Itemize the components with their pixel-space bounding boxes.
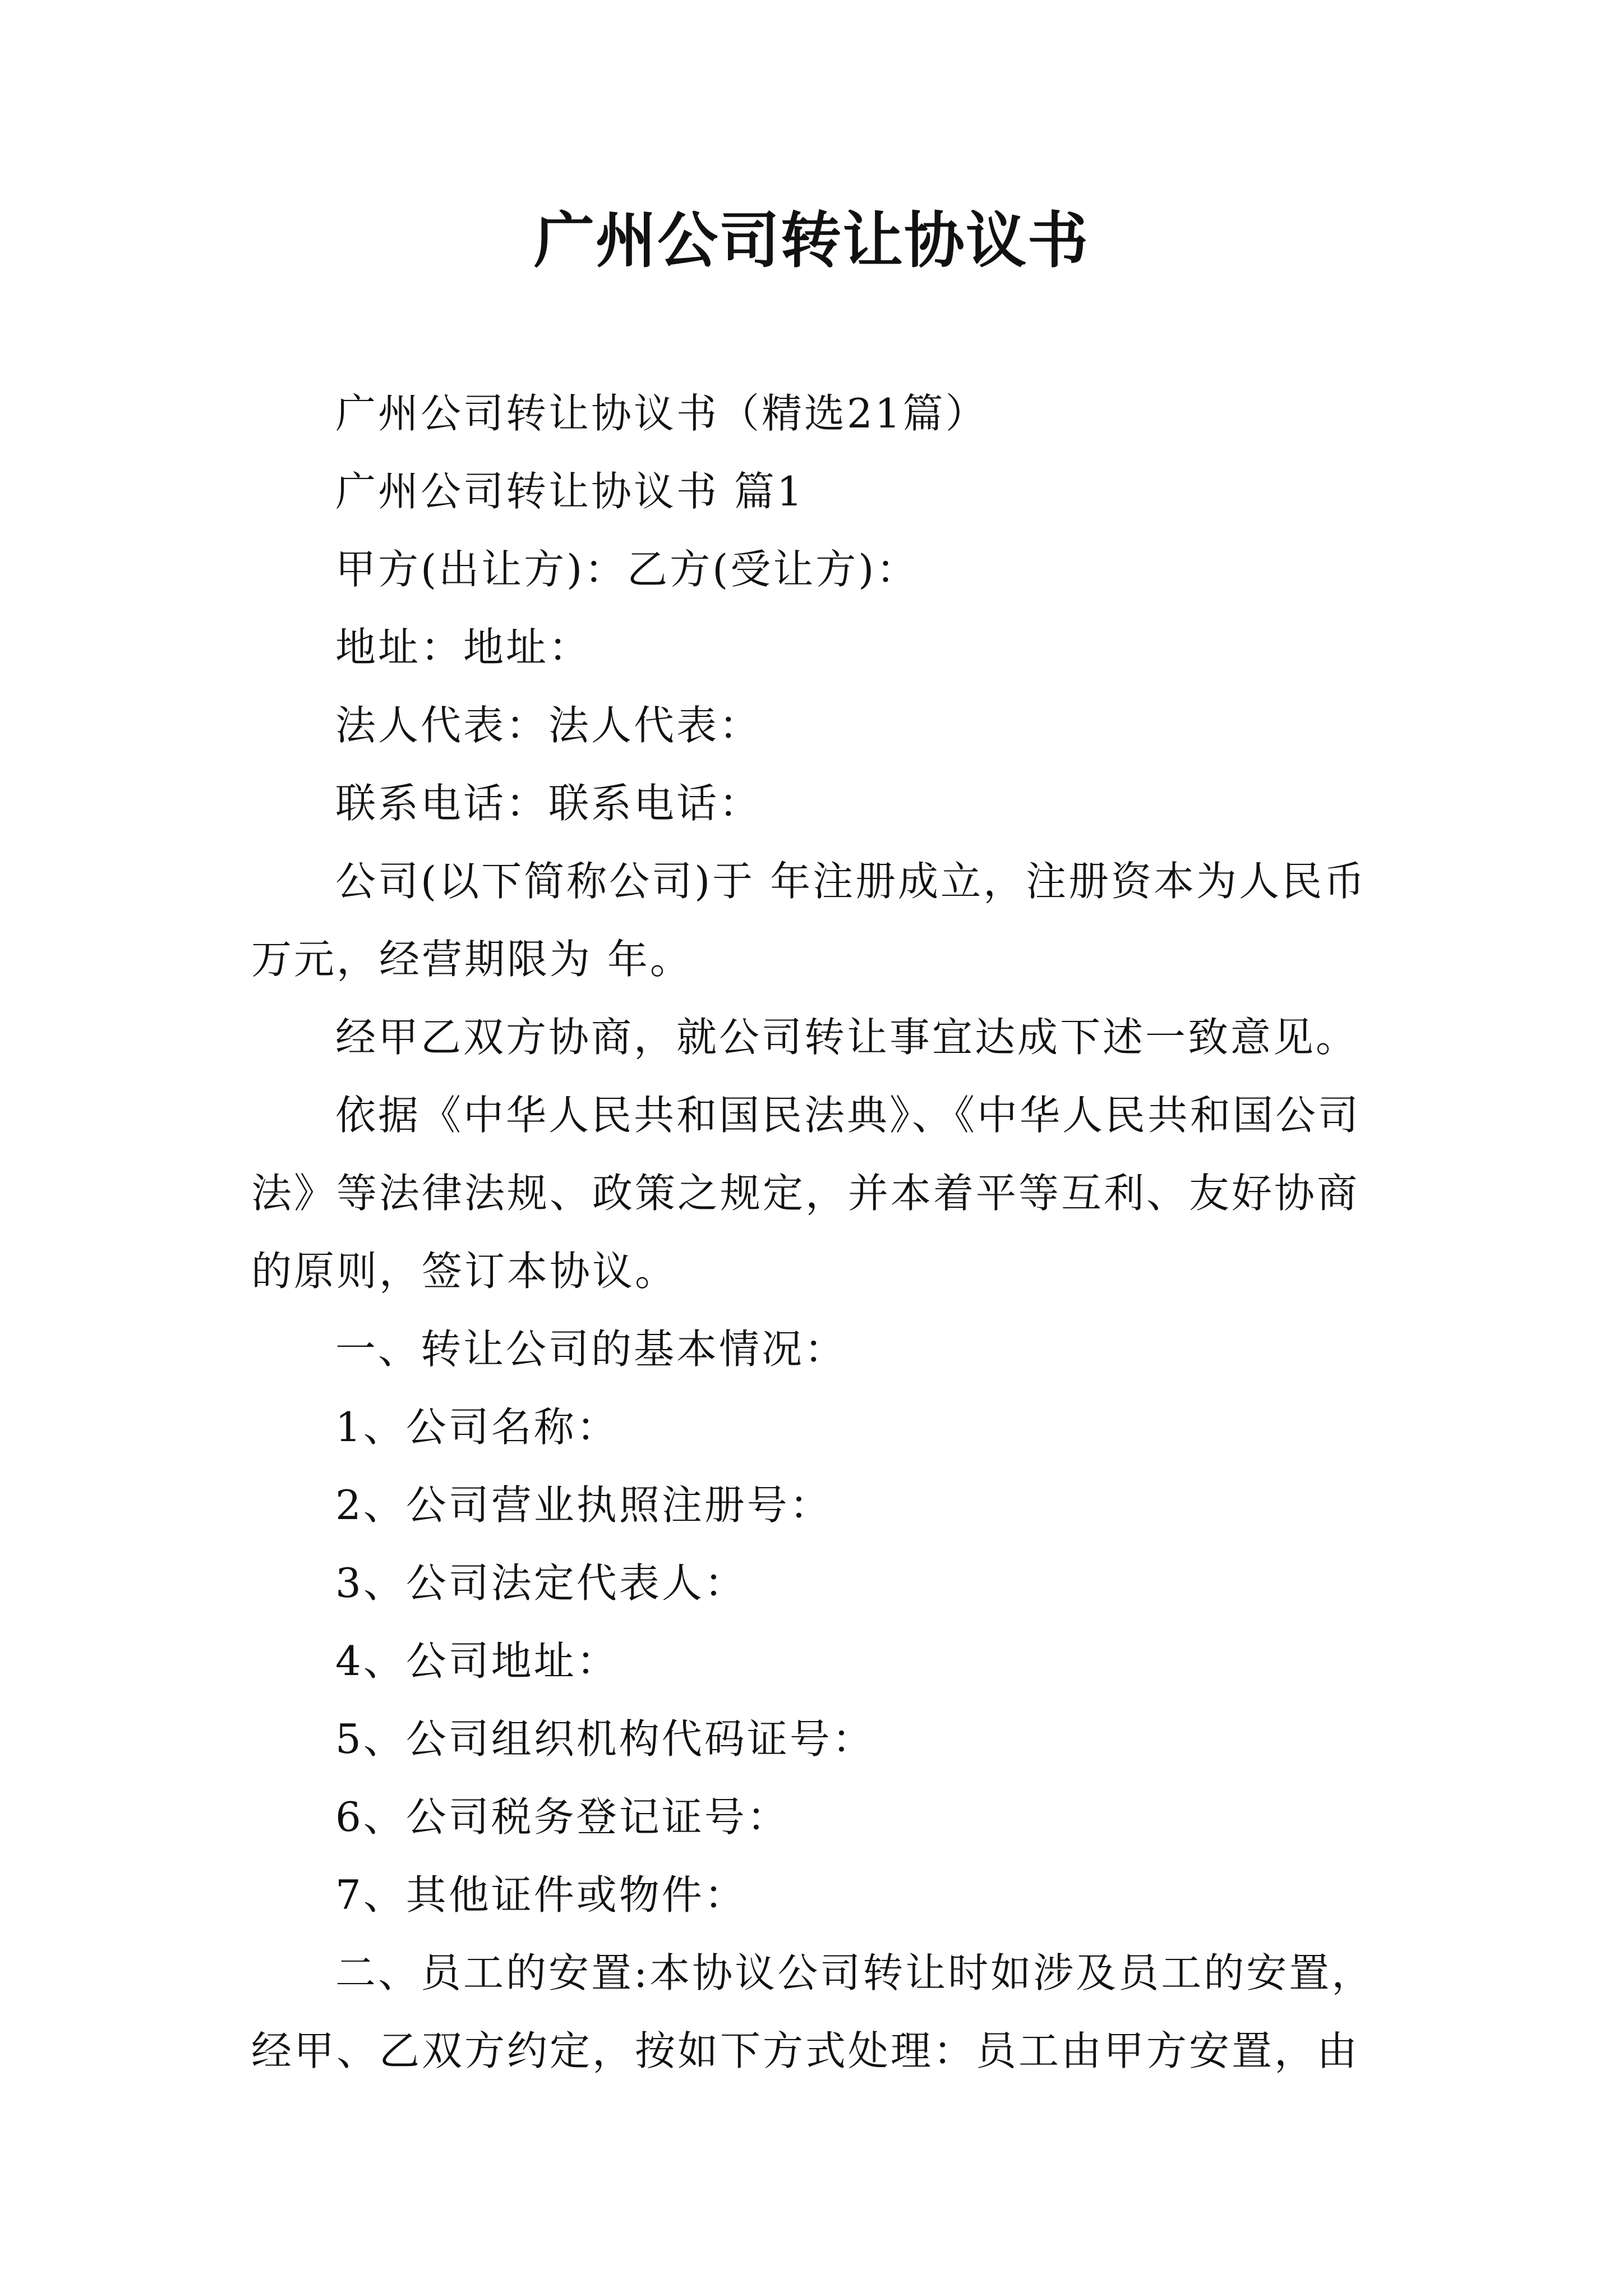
paragraph: 3、公司法定代表人： (335, 1559, 747, 1607)
paragraph: 地址：地址： (335, 624, 592, 671)
document-title: 广州公司转让协议书 (533, 206, 1089, 276)
paragraph: 广州公司转让协议书 篇1 (335, 468, 805, 515)
paragraph: 6、公司税务登记证号： (335, 1793, 790, 1841)
paragraph: 2、公司营业执照注册号： (335, 1481, 832, 1529)
paragraph: 联系电话：联系电话： (335, 780, 762, 827)
paragraph: 广州公司转让协议书（精选21篇） (335, 390, 988, 437)
paragraph: 1、公司名称： (335, 1404, 619, 1451)
document-body (251, 375, 1453, 2090)
paragraph: 一、转让公司的基本情况： (335, 1326, 847, 1373)
paragraph: 公司(以下简称公司)于 年注册成立，注册资本为人民币 万元，经营期限为 年。 (251, 858, 1453, 983)
paragraph: 依据《中华人民共和国民法典》、《中华人民共和国公司法》等法律法规、政策之规定，并本着平等互利、友好协商的原则，签订本协议。 (251, 1092, 1361, 1295)
paragraph: 4、公司地址： (335, 1637, 619, 1685)
paragraph: 二、员工的安置:本协议公司转让时如涉及员工的安置，经甲、乙双方约定，按如下方式处理：员工由甲方安置，由 (251, 1949, 1375, 2074)
paragraph: 法人代表：法人代表： (335, 702, 762, 749)
paragraph: 5、公司组织机构代码证号： (335, 1715, 875, 1763)
paragraph: 甲方(出让方)：乙方(受让方)： (335, 546, 919, 593)
paragraph: 经甲乙双方协商，就公司转让事宜达成下述一致意见。 (335, 1014, 1359, 1061)
paragraph: 7、其他证件或物件： (335, 1871, 747, 1918)
